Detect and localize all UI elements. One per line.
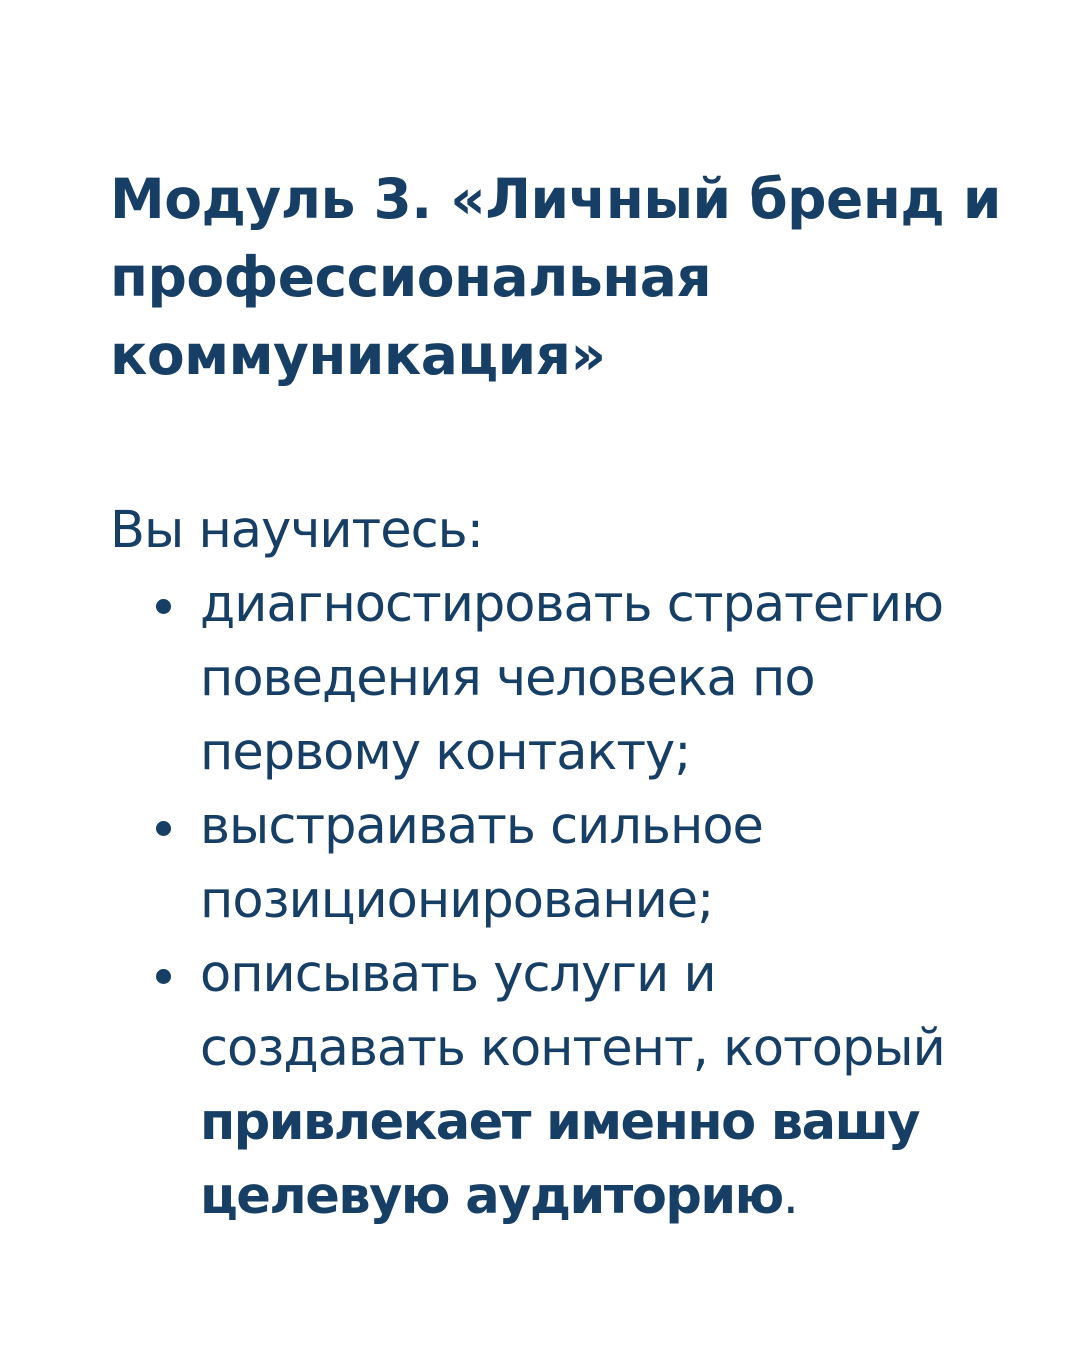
bold-highlight-line: целевую аудиторию xyxy=(200,1167,783,1226)
bullet-dot-icon xyxy=(156,821,171,836)
bullet-dot-icon xyxy=(156,969,171,984)
item-line: поведения человека по xyxy=(200,649,815,708)
item-line: создавать контент, который xyxy=(200,1019,945,1078)
module-card xyxy=(110,160,1010,1234)
item-line: описывать услуги и xyxy=(200,945,716,1004)
learning-item-diagnosis xyxy=(110,568,1010,790)
item-line: позиционирование; xyxy=(200,871,714,930)
item-line: диагностировать стратегию xyxy=(200,575,944,634)
title-line: Модуль 3. «Личный бренд и xyxy=(110,167,1001,231)
learning-item-positioning xyxy=(110,790,1010,938)
item-line: выстраивать сильное xyxy=(200,797,763,856)
item-line: первому контакту; xyxy=(200,723,691,782)
bullet-dot-icon xyxy=(156,599,171,614)
learning-list xyxy=(110,568,1010,1234)
title-line: профессиональная xyxy=(110,245,712,309)
learning-item-content xyxy=(110,938,1010,1234)
item-period: . xyxy=(782,1167,798,1226)
title-line: коммуникация» xyxy=(110,323,606,387)
learning-intro: Вы научитесь: xyxy=(110,501,483,560)
bold-highlight-line: привлекает именно вашу xyxy=(200,1093,920,1152)
module-title xyxy=(110,160,1010,394)
